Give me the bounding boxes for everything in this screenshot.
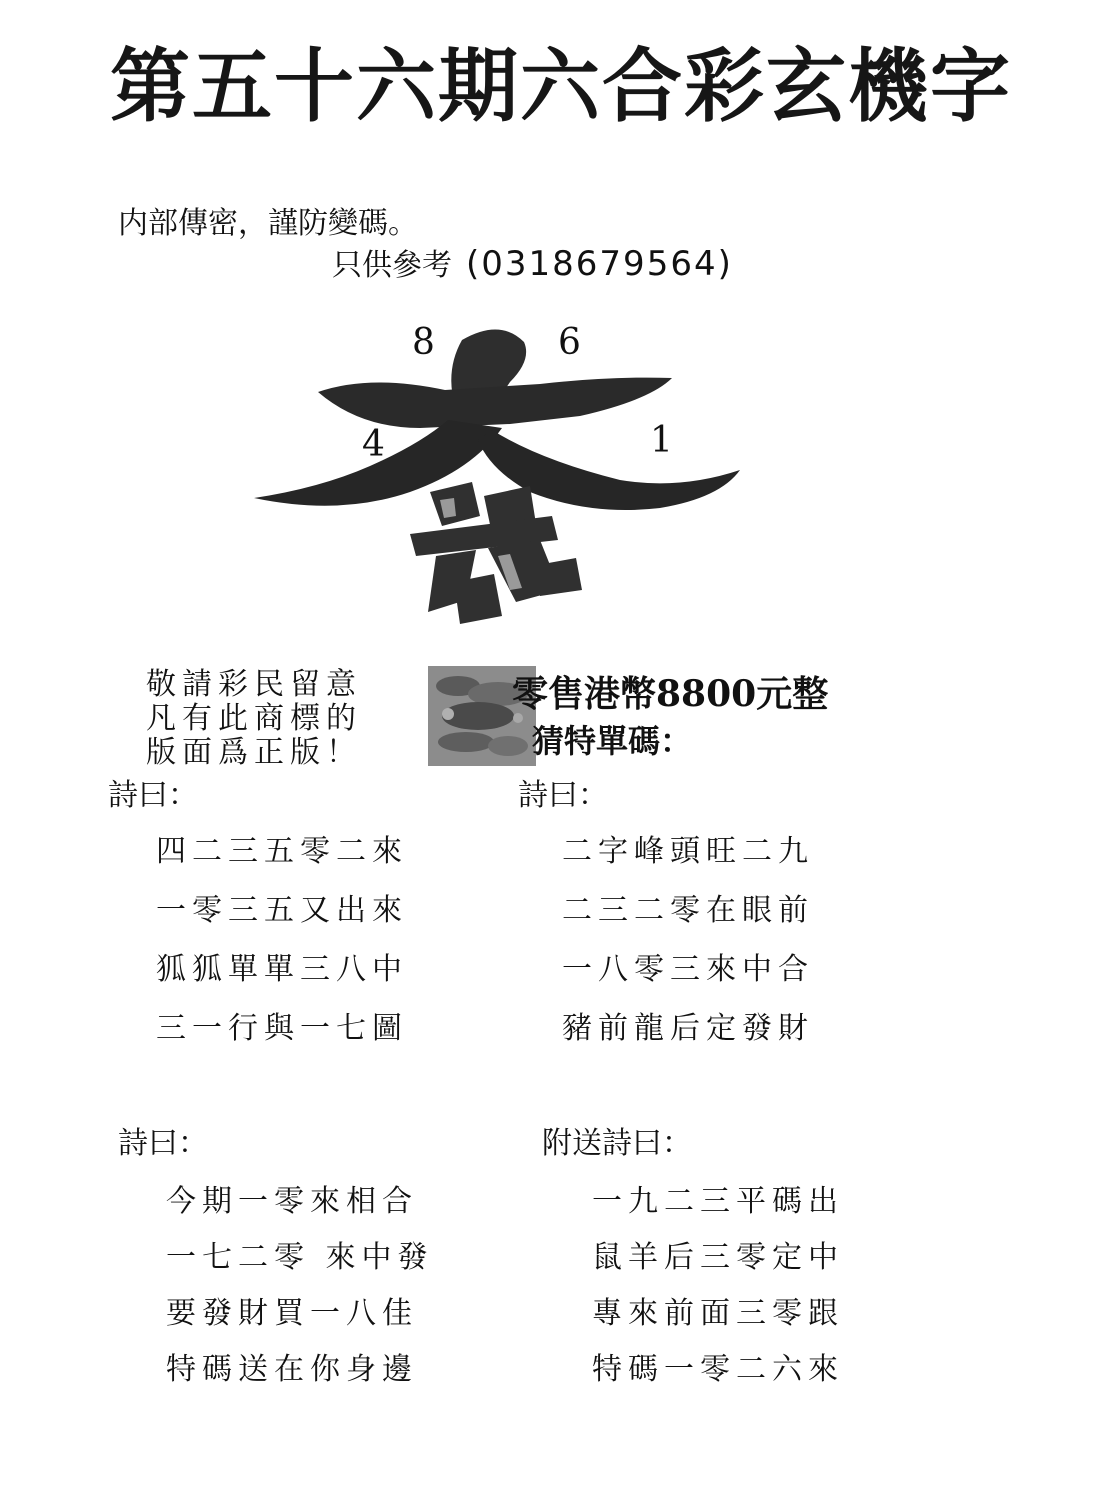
poem-heading: 詩曰：: [108, 778, 198, 813]
logo-number: 4: [362, 424, 385, 465]
logo-number: 6: [558, 322, 581, 363]
guess-special-number: 猜特單碼：: [532, 722, 693, 760]
poem-block: [592, 1176, 844, 1400]
page-title: 第五十六期六合彩玄機字: [110, 39, 1012, 133]
poem-line: 特碼一零二六來: [592, 1352, 844, 1387]
retail-price: 零售港幣8800元整: [512, 673, 829, 715]
trademark-note-line: 版面爲正版！: [146, 735, 362, 770]
reference-line: [332, 240, 733, 284]
poem-line: 三一行與一七圖: [156, 1011, 408, 1046]
logo-number: 8: [412, 322, 435, 363]
poem-block: [562, 826, 814, 1062]
reference-label: 只供參考: [332, 248, 452, 283]
poem-line: 二三二零在眼前: [562, 893, 814, 928]
poem-block: [156, 826, 408, 1062]
poem-heading: 詩曰：: [518, 778, 608, 813]
poem-line: 今期一零來相合: [166, 1184, 418, 1219]
poem-line: 一八零三來中合: [562, 952, 814, 987]
poem-line: 特碼送在你身邊: [166, 1352, 418, 1387]
poem-line: 鼠羊后三零定中: [592, 1240, 844, 1275]
trademark-note: [146, 668, 362, 770]
poem-line: 一零三五又出來: [156, 893, 408, 928]
poem-line: 二字峰頭旺二九: [562, 834, 814, 869]
trademark-note-line: 敬請彩民留意: [146, 667, 362, 702]
poem-line: 狐狐單單三八中: [156, 952, 408, 987]
poem-block: [166, 1176, 434, 1400]
poem-line: 四二三五零二來: [156, 834, 408, 869]
poem-line: 一九二三平碼出: [592, 1184, 844, 1219]
da-fa-logo: [240, 320, 760, 640]
poem-line: 要發財買一八佳: [166, 1296, 418, 1331]
poem-heading: 詩曰：: [118, 1126, 208, 1161]
logo-fa-character: [410, 482, 582, 624]
poem-line: 專來前面三零跟: [592, 1296, 844, 1331]
poem-line: 豬前龍后定發財: [562, 1011, 814, 1046]
poem-line: 一七二零 來中發: [166, 1240, 434, 1275]
phone-number: (0318679564): [466, 244, 733, 284]
notice-line: 内部傳密，謹防變碼。: [118, 206, 418, 241]
poem-heading: 附送詩曰：: [542, 1126, 692, 1161]
logo-number: 1: [650, 420, 673, 461]
trademark-note-line: 凡有此商標的: [146, 701, 362, 736]
